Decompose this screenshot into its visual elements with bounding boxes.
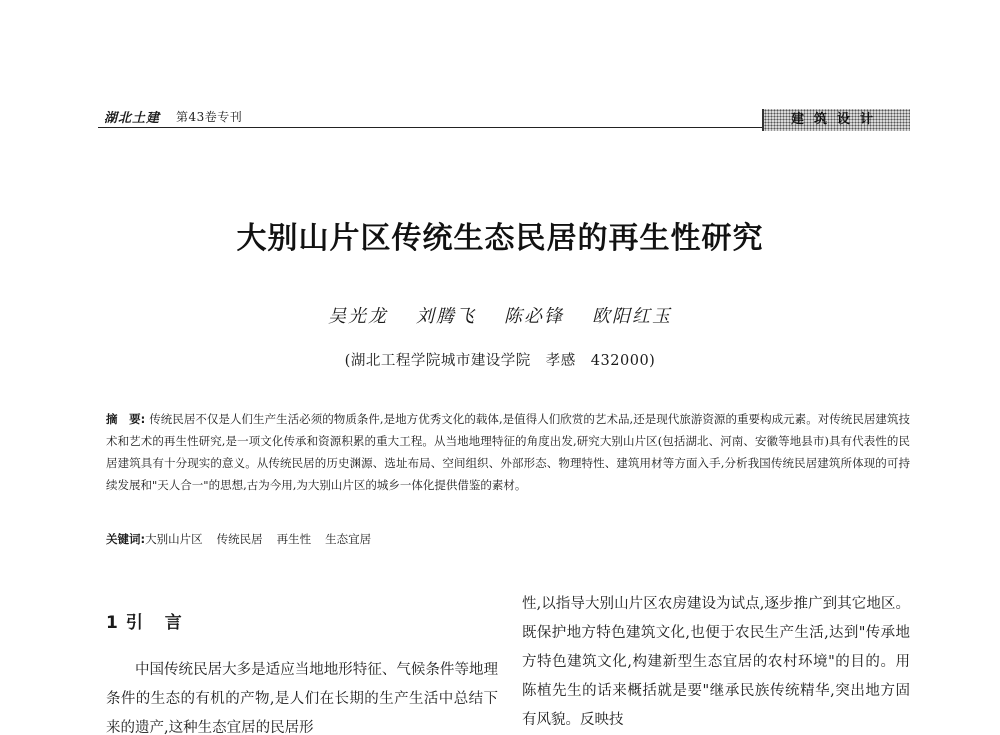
keywords-label: 关键词:	[106, 532, 146, 546]
journal-name: 湖北土建	[104, 111, 161, 126]
author-name: 欧阳红玉	[592, 306, 672, 327]
body-paragraph: 中国传统民居大多是适应当地地形特征、气候条件等地理条件的生态的有机的产物,是人们在长期的生产生活中总结下来的遗产,这种生态宜居的民居形	[106, 662, 498, 735]
keyword: 大别山片区	[145, 532, 203, 546]
affiliation: (湖北工程学院城市建设学院 孝感 432000)	[344, 353, 656, 369]
header-rule	[98, 127, 798, 128]
author-list	[0, 302, 1000, 328]
body-column-left	[106, 608, 498, 735]
keyword: 生态宜居	[325, 532, 372, 546]
volume-info: 第43卷专刊	[176, 110, 243, 124]
paper-title: 大别山片区传统生态民居的再生性研究	[236, 221, 764, 256]
abstract-label: 摘 要:	[106, 412, 146, 426]
section-heading	[106, 608, 498, 638]
section-title: 引 言	[125, 613, 190, 633]
author-name: 吴光龙	[328, 306, 388, 327]
keywords	[106, 529, 910, 549]
author-name: 陈必锋	[504, 306, 564, 327]
body-paragraph: 性,以指导大别山片区农房建设为试点,逐步推广到其它地区。既保护地方特色建筑文化,也便于农民生产生活,达到"传承地方特色建筑文化,构建新型生态宜居的农村环境"的目的。用陈植先生的话来概括就是要"继承民族传统精华,突出地方固有风貌。反映技	[522, 596, 910, 728]
section-number: 1	[106, 613, 118, 633]
keyword: 传统民居	[216, 532, 263, 546]
running-header	[98, 103, 910, 133]
abstract-text: 传统民居不仅是人们生产生活必须的物质条件,是地方优秀文化的载体,是值得人们欣赏的艺术品,还是现代旅游资源的重要构成元素。对传统民居建筑技术和艺术的再生性研究,是一项文化传承和资源积累的重大工程。从当地地理特征的角度出发,研究大别山片区(包括湖北、河南、安徽等地县市)具有代表性的民居建筑具有十分现实的意义。从传统民居的历史渊源、选址布局、空间组织、外部形态、物理特性、建筑用材等方面入手,分析我国传统民居建筑所体现的可持续发展和"天人合一"的思想,古为今用,为大别山片区的城乡一体化提供借鉴的素材。	[106, 412, 910, 492]
body-column-right	[522, 590, 910, 735]
column-tag: 建筑设计	[762, 109, 910, 131]
author-name: 刘腾飞	[416, 306, 476, 327]
abstract	[106, 408, 910, 496]
keyword: 再生性	[276, 532, 312, 546]
